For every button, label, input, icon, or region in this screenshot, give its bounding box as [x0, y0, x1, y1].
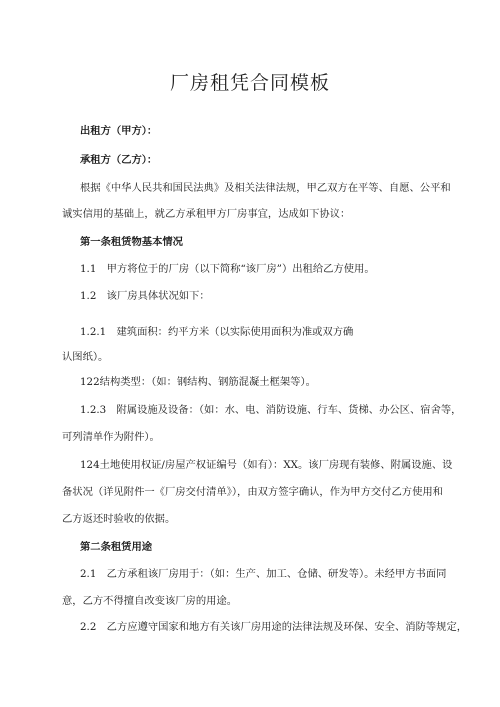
clause-1-2-3-continued: 可列清单作为附件）。 — [62, 431, 160, 443]
intro-paragraph-line: 诚实信用的基础上，就乙方承租甲方厂房事宜，达成如下协议： — [62, 208, 351, 220]
clause-1-2-4-continued: 备状况（详见附件一《厂房交付清单》），由双方签字确认，作为甲方交付乙方使用和 — [62, 486, 443, 498]
lessor-label: 出租方（甲方）： — [80, 125, 158, 137]
clause-1-1: 1.1 甲方将位于的厂房（以下简称“该厂房”）出租给乙方使用。 — [80, 263, 375, 275]
lessee-label: 承租方（乙方）： — [80, 154, 158, 166]
article-1-heading: 第一条租赁物基本情况 — [80, 236, 183, 248]
article-2-heading: 第二条租赁用途 — [80, 541, 153, 553]
clause-1-2-1-continued: 认图纸）。 — [62, 351, 109, 363]
intro-paragraph-line: 根据《中华人民共和国民法典》及相关法律法规，甲乙双方在平等、自愿、公平和 — [80, 182, 451, 194]
clause-1-2-2: 122结构类型：（如：钢结构、钢筋混凝土框架等）。 — [80, 376, 316, 388]
clause-1-2-4-continued: 乙方返还时验收的依据。 — [62, 513, 176, 525]
clause-2-1-continued: 意，乙方不得擅自改变该厂房的用途。 — [62, 595, 238, 607]
clause-2-1: 2.1 乙方承租该厂房用于：（如：生产、加工、仓储、研发等）。未经甲方书面同 — [80, 568, 447, 580]
clause-1-2-4: 124土地使用权证/房屋产权证编号（如有）：XX。该厂房现有装修、附属设施、设 — [80, 459, 453, 471]
document-title: 厂房租凭合同模板 — [169, 72, 330, 94]
clause-1-2: 1.2 该厂房具体状况如下： — [80, 290, 210, 302]
clause-2-2: 2.2 乙方应遵守国家和地方有关该厂房用途的法律法规及环保、安全、消防等规定， — [80, 621, 468, 633]
clause-1-2-1: 1.2.1 建筑面积：约平方米（以实际使用面积为准或双方确 — [80, 326, 354, 338]
clause-1-2-3: 1.2.3 附属设施及设备：（如：水、电、消防设施、行车、货梯、办公区、宿舍等， — [80, 404, 462, 416]
